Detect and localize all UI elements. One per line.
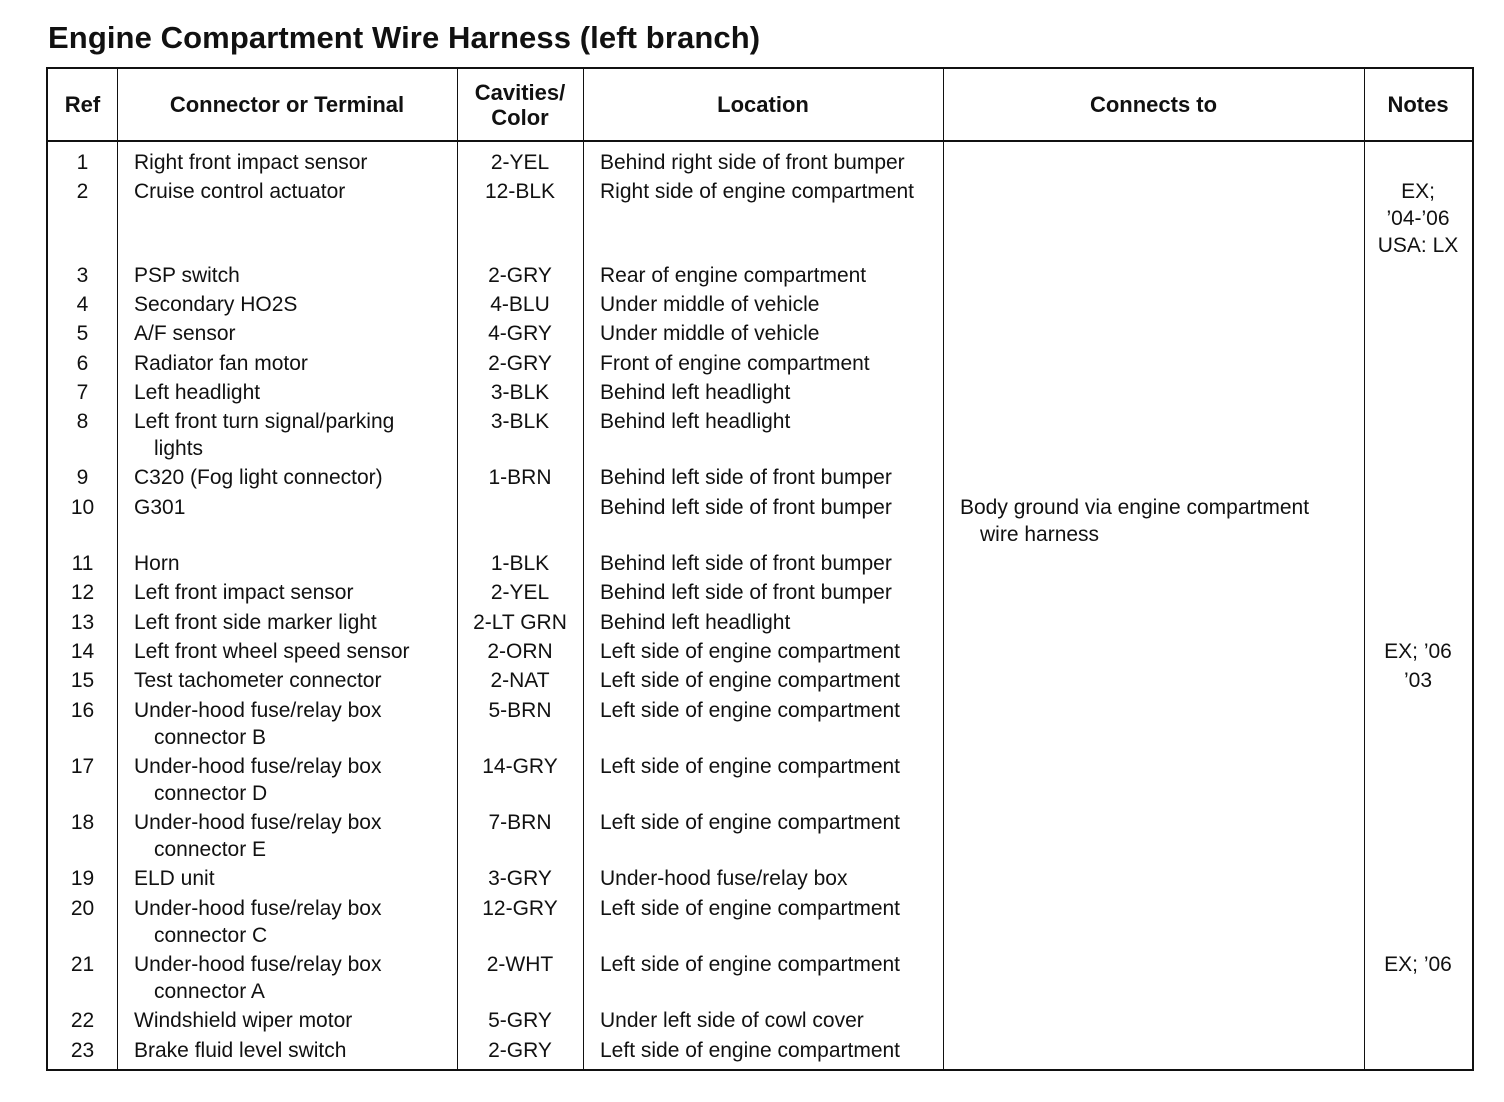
row-ref: 7 [76,380,89,404]
row-connects: Body ground via engine compartment [960,495,1310,519]
row-connector: Horn [134,552,180,575]
row-connector: Secondary HO2S [134,292,298,316]
row-ref: 6 [76,351,89,375]
row-ref: 3 [76,263,89,287]
row-cavities: 2-NAT [490,669,550,693]
row-cavities: 5-BRN [488,698,552,722]
row-connector: Windshield wiper motor [134,1009,353,1033]
header-connector: Connector or Terminal [169,92,405,117]
row-location: Under left side of cowl cover [600,1009,864,1033]
row-location: Left side of engine compartment [600,896,901,920]
row-location: Left side of engine compartment [600,698,901,722]
row-cavities: 2-YEL [490,581,550,605]
row-ref: 14 [70,639,95,663]
row-cavities: 12-BLK [484,180,556,204]
header-divider [48,140,1472,142]
row-connector: Under-hood fuse/relay box [134,896,382,920]
row-ref: 18 [70,811,95,835]
row-cavities: 4-BLU [490,292,550,316]
row-cavities: 3-BLK [490,380,550,404]
row-ref: 2 [76,180,89,204]
row-connector: ELD unit [134,867,215,891]
row-connector: Brake fluid level switch [134,1038,347,1062]
row-ref: 16 [70,698,95,722]
row-connector: A/F sensor [134,322,236,346]
row-notes: ’03 [1403,669,1433,693]
header-cavities: Cavities/ Color [474,79,566,130]
row-cavities: 3-BLK [490,410,550,434]
row-location: Behind left side of front bumper [600,466,892,490]
row-connector: Cruise control actuator [134,180,346,204]
row-connector: Left front wheel speed sensor [134,639,410,663]
row-location: Left side of engine compartment [600,1038,901,1062]
row-location: Under-hood fuse/relay box [600,867,848,891]
row-connector: Under-hood fuse/relay box [134,811,382,835]
connector-table [46,67,1474,1071]
column-divider [117,69,118,1069]
row-ref: 9 [76,466,89,490]
row-ref: 1 [76,151,89,174]
row-connector: Test tachometer connector [134,669,382,693]
header-notes: Notes [1387,92,1449,117]
row-cavities: 2-GRY [488,351,552,375]
row-connector: Under-hood fuse/relay box [134,698,382,722]
row-ref: 22 [70,1009,95,1033]
row-location: Behind right side of front bumper [600,151,905,174]
row-connector: connector B [154,725,267,749]
row-ref: 5 [76,322,89,346]
row-location: Rear of engine compartment [600,263,867,287]
row-cavities: 7-BRN [488,811,552,835]
row-location: Behind left headlight [600,410,791,434]
row-cavities: 1-BRN [488,466,552,490]
row-cavities: 2-WHT [486,953,554,976]
row-location: Behind left headlight [600,610,791,634]
row-cavities: 2-ORN [487,639,553,663]
header-connects: Connects to [1089,92,1218,117]
row-notes: USA: LX [1377,234,1459,258]
row-connector: Under-hood fuse/relay box [134,754,382,778]
row-location: Behind left side of front bumper [600,495,892,519]
row-ref: 19 [70,867,95,891]
row-connector: Right front impact sensor [134,151,368,174]
row-connector: Radiator fan motor [134,351,308,375]
row-connector: C320 (Fog light connector) [134,466,383,490]
row-location: Left side of engine compartment [600,669,901,693]
row-ref: 20 [70,896,95,920]
row-location: Right side of engine compartment [600,180,915,204]
row-cavities: 2-LT GRN [473,610,567,634]
row-notes: EX; [1401,180,1435,204]
page-title: Engine Compartment Wire Harness (left branch) [48,20,761,55]
row-cavities: 5-GRY [488,1009,552,1033]
row-connector: G301 [134,495,186,519]
row-location: Front of engine compartment [600,351,870,375]
row-connector: connector C [154,923,268,947]
row-connector: Left front impact sensor [134,581,354,605]
row-ref: 12 [70,581,95,605]
row-ref: 17 [70,754,95,778]
row-location: Left side of engine compartment [600,639,901,663]
row-cavities: 1-BLK [490,552,550,575]
row-location: Behind left side of front bumper [600,552,892,575]
row-location: Left side of engine compartment [600,953,901,976]
row-ref: 4 [76,292,89,316]
row-cavities: 3-GRY [488,867,552,891]
header-ref: Ref [64,92,101,117]
column-divider [943,69,944,1069]
row-connector: lights [154,437,204,461]
row-connects: wire harness [980,522,1100,546]
row-location: Under middle of vehicle [600,292,820,316]
row-ref: 11 [71,552,94,575]
row-connector: Left front turn signal/parking [134,410,395,434]
row-cavities: 2-GRY [488,1038,552,1062]
row-location: Left side of engine compartment [600,754,901,778]
column-divider [583,69,584,1069]
row-connector: Left headlight [134,380,261,404]
row-connector: connector E [154,838,267,862]
row-location: Left side of engine compartment [600,811,901,835]
row-connector: Under-hood fuse/relay box [134,953,382,976]
row-notes: ’04-’06 [1386,207,1450,231]
row-ref: 13 [70,610,95,634]
header-location: Location [717,92,809,117]
row-notes: EX; ’06 [1384,639,1452,663]
row-connector: connector D [154,781,268,805]
row-ref: 10 [70,495,95,519]
row-connector: PSP switch [134,263,240,287]
row-cavities: 4-GRY [488,322,552,346]
row-ref: 8 [76,410,89,434]
row-cavities: 14-GRY [482,754,558,778]
row-connector: Left front side marker light [134,610,377,634]
row-ref: 15 [70,669,95,693]
row-location: Under middle of vehicle [600,322,820,346]
row-cavities: 12-GRY [482,896,558,920]
row-ref: 23 [70,1038,95,1062]
row-connector: connector A [154,980,265,1003]
row-location: Behind left side of front bumper [600,581,892,605]
row-ref: 21 [70,953,95,976]
row-cavities: 2-YEL [490,151,550,174]
row-location: Behind left headlight [600,380,791,404]
row-notes: EX; ’06 [1384,953,1452,976]
row-cavities: 2-GRY [488,263,552,287]
